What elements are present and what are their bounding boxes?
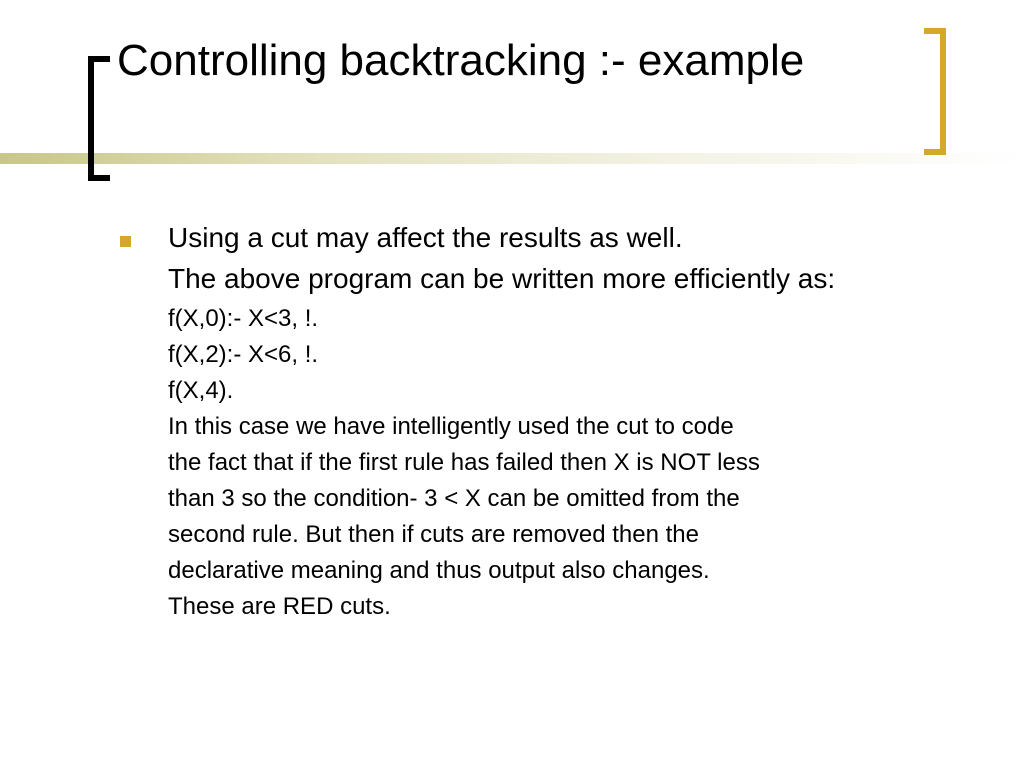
explanation-line: These are RED cuts. — [168, 593, 391, 620]
explanation-line: second rule. But then if cuts are removed then the — [168, 521, 699, 548]
explanation-line: In this case we have intelligently used the cut to code — [168, 413, 734, 440]
code-line: f(X,2):- X<6, !. — [168, 341, 319, 368]
explanation-line: than 3 so the condition- 3 < X can be omitted from the — [168, 485, 740, 512]
code-line: f(X,0):- X<3, !. — [168, 305, 319, 332]
bullet-lead-text: Using a cut may affect the results as well. — [168, 222, 683, 253]
slide-title: Controlling backtracking :- example — [117, 36, 805, 85]
code-line: f(X,4). — [168, 377, 234, 404]
square-bullet-icon — [120, 236, 131, 247]
slide-content — [112, 222, 942, 625]
explanation-line: the fact that if the first rule has failed then X is NOT less — [168, 449, 760, 476]
code-block — [168, 301, 942, 409]
explanation-block — [168, 409, 942, 625]
left-bracket-decoration — [88, 56, 110, 181]
right-bracket-decoration — [924, 28, 946, 155]
explanation-line: declarative meaning and thus output also changes. — [168, 557, 710, 584]
title-underline-bar — [0, 153, 1024, 164]
bullet-item — [112, 222, 942, 625]
bullet-intro-text: The above program can be written more efficiently as: — [168, 263, 836, 294]
